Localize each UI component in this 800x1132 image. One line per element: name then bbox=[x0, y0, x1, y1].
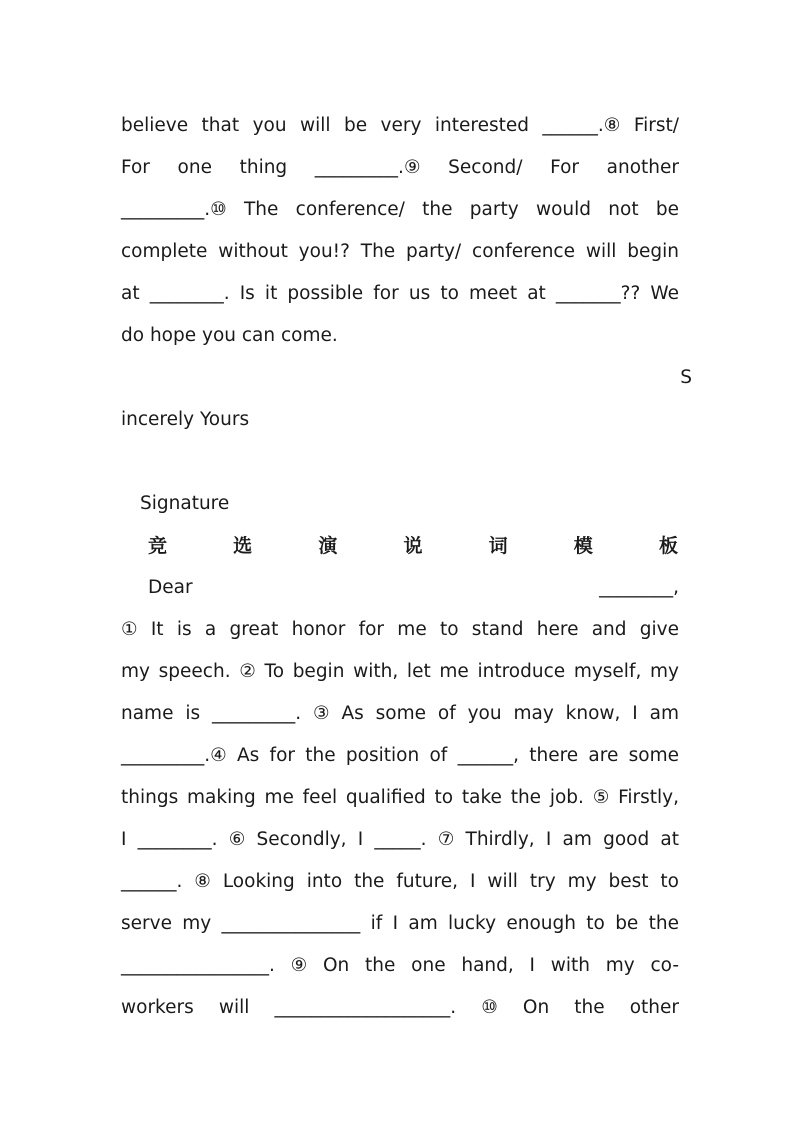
speech-title bbox=[148, 534, 678, 558]
speech-line-1: ① It is a great honor for me to stand here and give bbox=[121, 619, 679, 640]
speech-line-5: things making me feel qualified to take the job. ⑤ Firstly, bbox=[121, 787, 679, 808]
speech-line-10: workers will ___________________. ⑩ On the other bbox=[121, 997, 679, 1018]
letter-line-1: believe that you will be very interested ______.⑧ First/ bbox=[121, 115, 679, 136]
salutation: Dear bbox=[148, 577, 193, 598]
speech-line-4: _________.④ As for the position of ______, there are some bbox=[121, 745, 679, 766]
title-char-5: 词 bbox=[488, 535, 508, 557]
title-char-1: 竞 bbox=[148, 535, 168, 557]
title-char-7: 板 bbox=[658, 535, 678, 557]
letter-line-2: For one thing _________.⑨ Second/ For another bbox=[121, 157, 679, 178]
speech-line-8: serve my _______________ if I am lucky enough to be the bbox=[121, 913, 679, 934]
speech-line-2: my speech. ② To begin with, let me introduce myself, my bbox=[121, 661, 679, 682]
title-char-4: 说 bbox=[403, 535, 423, 557]
closing-text: incerely Yours bbox=[121, 409, 250, 430]
salutation-blank: ________, bbox=[599, 577, 679, 598]
letter-line-5: at ________. Is it possible for us to meet at _______?? We bbox=[121, 283, 679, 304]
letter-line-6: do hope you can come. bbox=[121, 325, 338, 346]
signature: Signature bbox=[140, 493, 230, 514]
speech-line-9: ________________. ⑨ On the one hand, I with my co- bbox=[121, 955, 679, 976]
closing-s: S bbox=[680, 367, 692, 388]
speech-line-3: name is _________. ③ As some of you may know, I am bbox=[121, 703, 679, 724]
title-char-3: 演 bbox=[318, 535, 338, 557]
speech-line-7: ______. ⑧ Looking into the future, I will try my best to bbox=[121, 871, 679, 892]
speech-line-6: I ________. ⑥ Secondly, I _____. ⑦ Thirdly, I am good at bbox=[121, 829, 679, 850]
title-char-2: 选 bbox=[233, 535, 253, 557]
letter-line-3: _________.⑩ The conference/ the party would not be bbox=[121, 199, 679, 220]
letter-line-4: complete without you!? The party/ conference will begin bbox=[121, 241, 679, 262]
title-char-6: 模 bbox=[573, 535, 593, 557]
